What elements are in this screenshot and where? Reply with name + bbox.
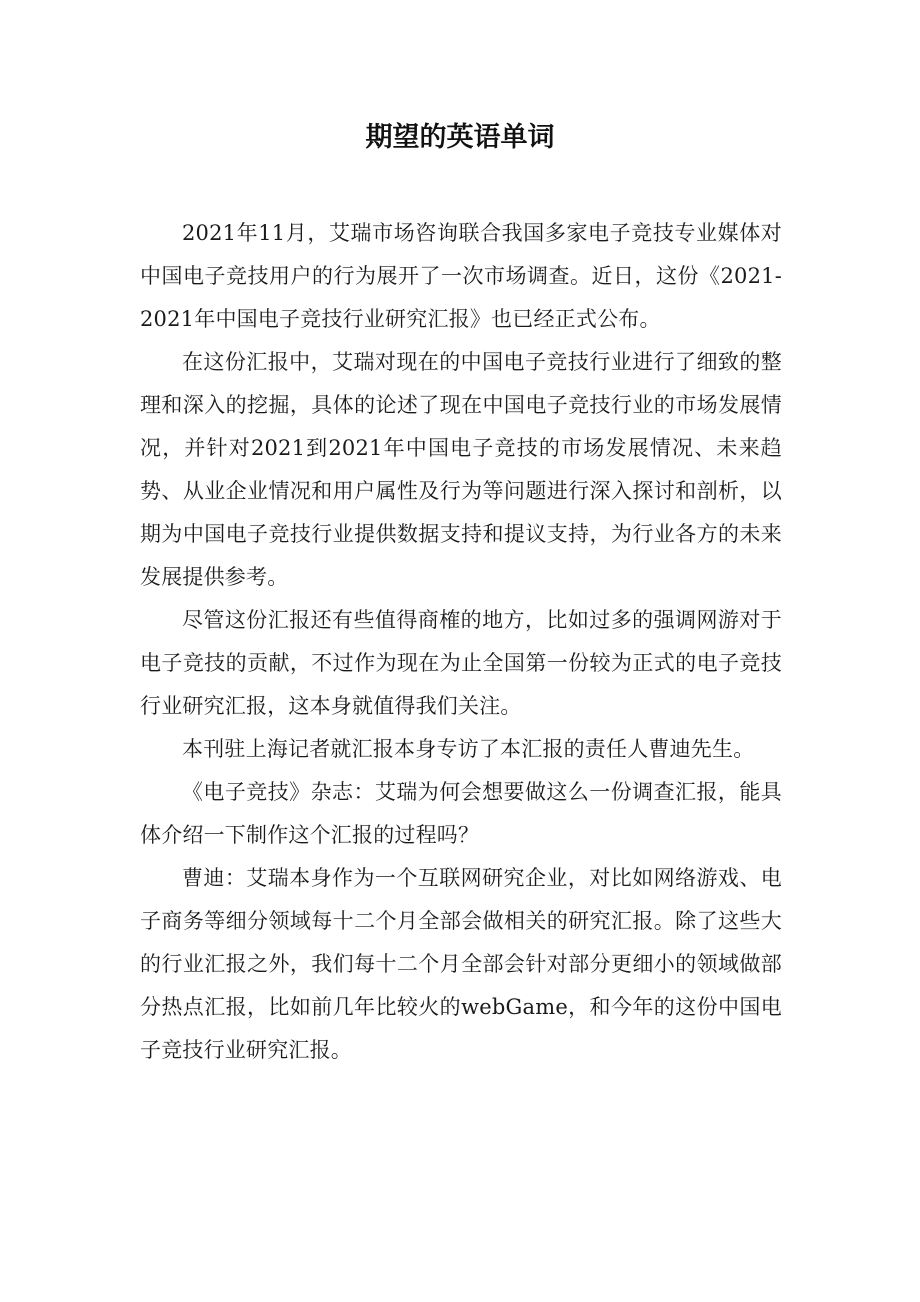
paragraph: 曹迪：艾瑞本身作为一个互联网研究企业，对比如网络游戏、电子商务等细分领域每十二个月全部会做相关的研究汇报。除了这些大的行业汇报之外，我们每十二个月全部会针对部分更细小的领域做部分热点汇报，比如前几年比较火的webGame，和今年的这份中国电子竞技行业研究汇报。 xyxy=(140,866,782,1062)
paragraph: 《电子竞技》杂志：艾瑞为何会想要做这么一份调查汇报，能具体介绍一下制作这个汇报的过程吗？ xyxy=(140,780,782,847)
document-body xyxy=(140,212,782,1072)
paragraph: 尽管这份汇报还有些值得商榷的地方，比如过多的强调网游对于电子竞技的贡献，不过作为现在为止全国第一份较为正式的电子竞技行业研究汇报，这本身就值得我们关注。 xyxy=(140,608,782,718)
paragraph: 2021年11月，艾瑞市场咨询联合我国多家电子竞技专业媒体对中国电子竞技用户的行为展开了一次市场调查。近日，这份《2021-2021年中国电子竞技行业研究汇报》也已经正式公布。 xyxy=(140,221,782,331)
paragraph: 本刊驻上海记者就汇报本身专访了本汇报的责任人曹迪先生。 xyxy=(182,737,755,761)
paragraph: 在这份汇报中，艾瑞对现在的中国电子竞技行业进行了细致的整理和深入的挖掘，具体的论述了现在中国电子竞技行业的市场发展情况，并针对2021到2021年中国电子竞技的市场发展情况、未来趋势、从业企业情况和用户属性及行为等问题进行深入探讨和剖析，以期为中国电子竞技行业提供数据支持和提议支持，为行业各方的未来发展提供参考。 xyxy=(140,350,782,589)
document-title: 期望的英语单词 xyxy=(365,122,555,153)
